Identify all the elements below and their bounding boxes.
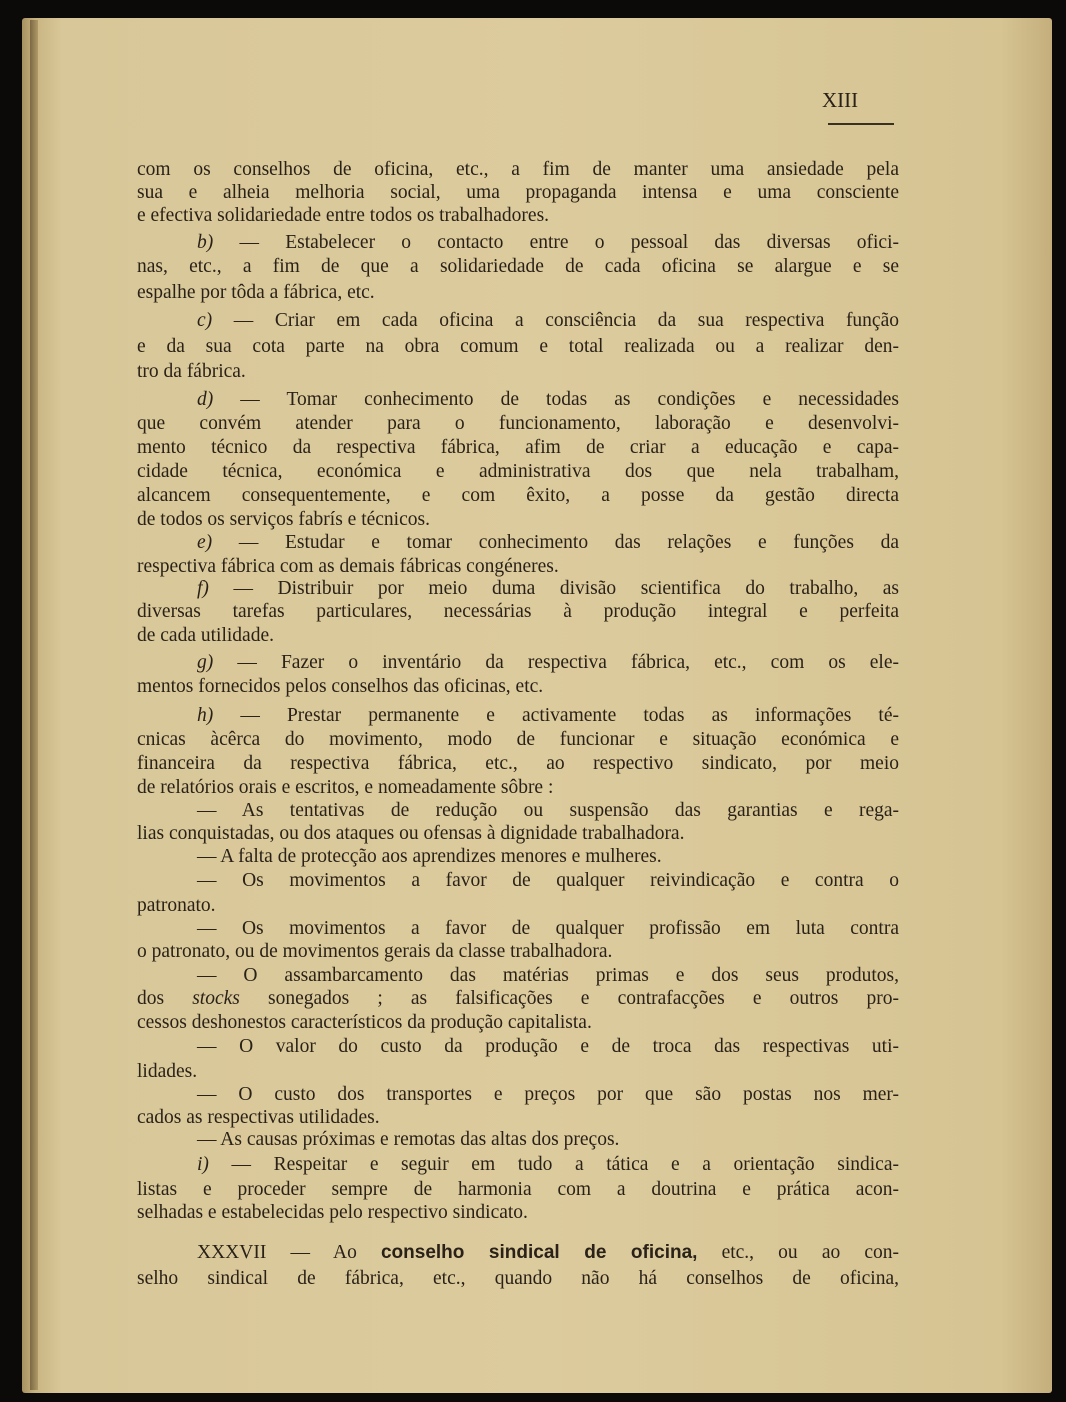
text-span: — Os movimentos a favor de qualquer reivindicação e contra o [197, 870, 899, 891]
text-line [137, 674, 899, 700]
text-line [197, 530, 899, 556]
text-line [137, 939, 899, 965]
text-span: e efectiva solidariedade entre todos os trabalhadores. [137, 205, 550, 226]
text-span: — Estudar e tomar conhecimento das relações e funções da [212, 532, 899, 553]
text-span: — Tomar conhecimento de todas as condições e necessidades [213, 389, 899, 410]
italic-text: f) [197, 578, 209, 599]
text-line [137, 254, 899, 280]
text-line [197, 844, 899, 870]
text-span: e da sua cota parte na obra comum e total realizada ou a realizar den- [137, 336, 899, 357]
text-span: dos [137, 988, 193, 1009]
text-line [137, 459, 899, 485]
text-span: sonegados ; as falsificações e contrafacções e outros pro- [239, 988, 899, 1009]
text-span: — Os movimentos a favor de qualquer profissão em luta contra [197, 918, 899, 939]
text-line [197, 650, 899, 676]
text-span: alcancem consequentemente, e com êxito, a posse da gestão directa [137, 485, 899, 506]
text-span: respectiva fábrica com as demais fábricas congéneres. [137, 556, 559, 577]
text-line [137, 1010, 899, 1036]
text-span: tro da fábrica. [137, 361, 246, 382]
text-span: selhadas e estabelecidas pelo respectivo sindicato. [137, 1202, 528, 1223]
text-line [137, 411, 899, 437]
text-span: que convém atender para o funcionamento, laboração e desenvolvi- [137, 413, 899, 434]
text-span: XXXVII — Ao [197, 1242, 381, 1263]
text-span: — Respeitar e seguir em tudo a tática e a orientação sindica- [208, 1154, 899, 1175]
text-line [197, 308, 899, 334]
text-line [137, 727, 899, 753]
text-span: listas e proceder sempre de harmonia com a doutrina e prática acon- [137, 1179, 899, 1200]
text-line [137, 599, 899, 625]
text-span: diversas tarefas particulares, necessárias à produção integral e perfeita [137, 601, 899, 622]
text-span: espalhe por tôda a fábrica, etc. [137, 282, 375, 303]
text-span: de cada utilidade. [137, 625, 274, 646]
text-line [137, 280, 899, 306]
text-span: — O valor do custo da produção e de troca das respectivas uti- [197, 1036, 899, 1057]
text-span: mento técnico da respectiva fábrica, afim de criar a educação e capa- [137, 437, 899, 458]
section-heading-line [197, 1240, 899, 1266]
italic-text: g) [197, 652, 214, 673]
italic-text: i) [197, 1154, 209, 1175]
text-line [197, 1152, 899, 1178]
text-span: o patronato, ou de movimentos gerais da classe trabalhadora. [137, 941, 613, 962]
text-span: nas, etc., a fim de que a solidariedade de cada oficina se alargue e se [137, 256, 899, 277]
text-span: cados as respectivas utilidades. [137, 1107, 380, 1128]
bold-text: conselho sindical de oficina, [380, 1242, 698, 1263]
text-span: — As causas próximas e remotas das altas dos preços. [197, 1129, 620, 1150]
text-line [197, 703, 899, 729]
text-span: — As tentativas de redução ou suspensão das garantias e rega- [197, 800, 899, 821]
text-span: cidade técnica, económica e administrativa dos que nela trabalham, [137, 461, 899, 482]
text-span: patronato. [137, 895, 216, 916]
text-line [137, 203, 899, 229]
italic-text: e) [197, 532, 213, 553]
text-span: lias conquistadas, ou dos ataques ou ofensas à dignidade trabalhadora. [137, 823, 685, 844]
text-line [137, 986, 899, 1012]
text-line [197, 868, 899, 894]
text-span: cessos deshonestos característicos da produção capitalista. [137, 1012, 592, 1033]
text-line [197, 387, 899, 413]
text-line [137, 483, 899, 509]
text-span: — O custo dos transportes e preços por que são postas nos mer- [197, 1084, 899, 1105]
text-line [197, 1127, 899, 1153]
text-span: etc., ou ao con- [697, 1242, 900, 1263]
text-span: — A falta de protecção aos aprendizes menores e mulheres. [197, 846, 662, 867]
text-span: — Prestar permanente e activamente todas as informações té- [213, 705, 899, 726]
text-span: de relatórios orais e escritos, e nomeadamente sôbre : [137, 777, 554, 798]
text-line [197, 1034, 899, 1060]
text-line [137, 435, 899, 461]
text-line [137, 623, 899, 649]
text-span: de todos os serviços fabrís e técnicos. [137, 509, 430, 530]
text-line [137, 334, 899, 360]
text-span: lidades. [137, 1061, 198, 1082]
italic-text: b) [197, 232, 214, 253]
text-span: sua e alheia melhoria social, uma propaganda intensa e uma consciente [137, 182, 899, 203]
italic-text: d) [197, 389, 214, 410]
page-number: XIII [822, 88, 859, 112]
page-spine-shadow [30, 20, 38, 1390]
italic-text: h) [197, 705, 214, 726]
text-line [197, 230, 899, 256]
text-line [137, 359, 899, 385]
text-span: mentos fornecidos pelos conselhos das oficinas, etc. [137, 676, 544, 697]
text-line [137, 1200, 899, 1226]
italic-text: c) [197, 310, 213, 331]
text-span: — Distribuir por meio duma divisão scientifica do trabalho, as [208, 578, 899, 599]
text-span: selho sindical de fábrica, etc., quando não há conselhos de oficina, [137, 1268, 899, 1289]
header-rule [828, 123, 894, 125]
section-heading-line [137, 1266, 899, 1292]
text-span: cnicas àcêrca do movimento, modo de funcionar e situação económica e [137, 729, 899, 750]
italic-text: stocks [192, 988, 240, 1009]
text-span: com os conselhos de oficina, etc., a fim de manter uma ansiedade pela [137, 159, 899, 180]
text-span: — Fazer o inventário da respectiva fábrica, etc., com os ele- [213, 652, 899, 673]
text-span: — Estabelecer o contacto entre o pessoal das diversas ofici- [213, 232, 899, 253]
text-line [137, 751, 899, 777]
text-span: — Criar em cada oficina a consciência da sua respectiva função [212, 310, 899, 331]
text-span: — O assambarcamento das matérias primas e dos seus produtos, [197, 965, 899, 986]
text-span: financeira da respectiva fábrica, etc., ao respectivo sindicato, por meio [137, 753, 899, 774]
